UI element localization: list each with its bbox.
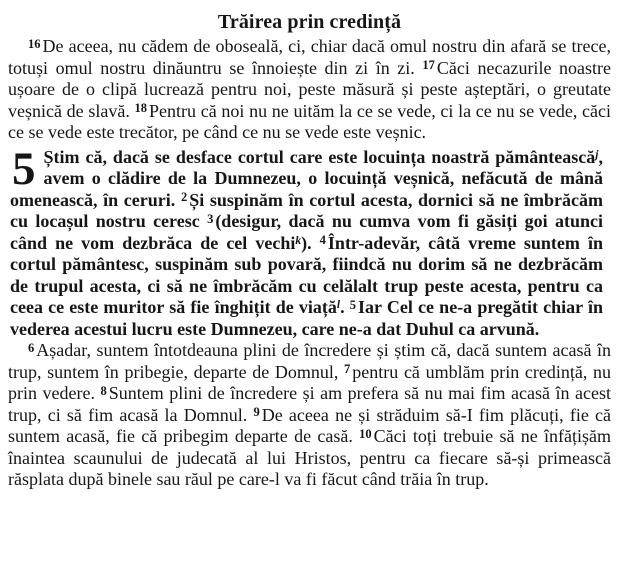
- verse-number: 8: [100, 383, 107, 398]
- paragraph: [8, 144, 611, 341]
- verse-text: Căci toți trebuie să ne înfățișăm înaintea scaunului de judecată al lui Hristos, pentru ca fiecare să-și primească răsplata după binele sau răul pe care-l va fi făcut când trăia în trup.: [8, 426, 611, 489]
- verse-text: , avem o clădire de la Dumnezeu, o locuință veșnică, nefăcută de mână omenească, în ceruri.: [10, 146, 603, 210]
- verse-number: 6: [28, 340, 35, 355]
- footnote-marker: k: [295, 234, 302, 247]
- verse-number: 2: [180, 190, 188, 204]
- chapter-number: 5: [12, 142, 36, 195]
- verse-number: 17: [422, 58, 435, 72]
- paragraph: [8, 36, 611, 144]
- verse-text: Iar Cel ce ne-a pregătit chiar în vederea acestui lucru este Dumnezeu, care ne-a dat Duhul ca arvună.: [10, 297, 604, 339]
- verse-number: 18: [134, 101, 148, 115]
- verse-text: Suntem plini de încredere și am prefera să nu mai fim acasă în acest trup, ci să fim acasă la Domnul.: [8, 383, 611, 425]
- verse-text: Și suspinăm în cortul acesta, dornici să ne îmbrăcăm cu locașul nostru ceresc: [10, 189, 603, 231]
- verse-number: 4: [319, 233, 326, 247]
- verse-text: .: [340, 297, 350, 317]
- verse-number: 16: [28, 36, 41, 51]
- verse-text: pentru că umblăm prin credință, nu prin vedere.: [8, 361, 612, 403]
- verse-number: 3: [207, 211, 214, 226]
- verse-number: 5: [349, 297, 357, 312]
- verse-text: ).: [301, 232, 320, 253]
- section-heading: Trăirea prin credință: [217, 11, 402, 33]
- verse-text: Într-adevăr, câtă vreme suntem în cortul pământesc, suspinăm sub povară, fiindcă nu dorim să ne dezbrăcăm de trupul acesta, ci să ne îmbrăcăm cu celălalt trup peste acesta, pentru ca ceea ce este muritor să fie înghițit de viață: [10, 232, 603, 317]
- verse-text: De aceea ne și străduim să-I fim plăcuți, fie că suntem acasă, fie că pribegim departe de casă.: [8, 404, 611, 446]
- verse-text: (desigur, dacă nu cumva vom fi găsiți goi atunci când ne vom dezbrăca de cel vechi: [10, 211, 603, 253]
- verse-text: Căci necazurile noastre ușoare de o clipă lucrează pentru noi, peste măsură și peste așteptări, o greutate veșnică de slavă.: [8, 57, 611, 121]
- verse-text: De aceea, nu cădem de oboseală, ci, chiar dacă omul nostru din afară se trece, totuși omul nostru dinăuntru se înnoiește din zi în zi.: [8, 36, 611, 78]
- verse-text: Așadar, suntem întotdeauna plini de încredere și știm că, dacă suntem acasă în trup, suntem în pribegie, departe de Domnul,: [8, 340, 611, 382]
- verse-text: Știm că, dacă se desface cortul care este locuința noastră pământească: [43, 146, 596, 167]
- footnote-marker: j: [595, 148, 599, 161]
- verse-number: 10: [359, 426, 372, 441]
- verse-text: Pentru că noi nu ne uităm la ce se vede, ci la ce nu se vede, căci ce se vede este trecător, pe când ce nu se vede este veșnic.: [8, 100, 611, 142]
- verse-number: 7: [344, 362, 351, 376]
- verse-number: 9: [253, 405, 260, 419]
- scripture-text: [8, 36, 611, 491]
- footnote-marker: l: [336, 299, 341, 311]
